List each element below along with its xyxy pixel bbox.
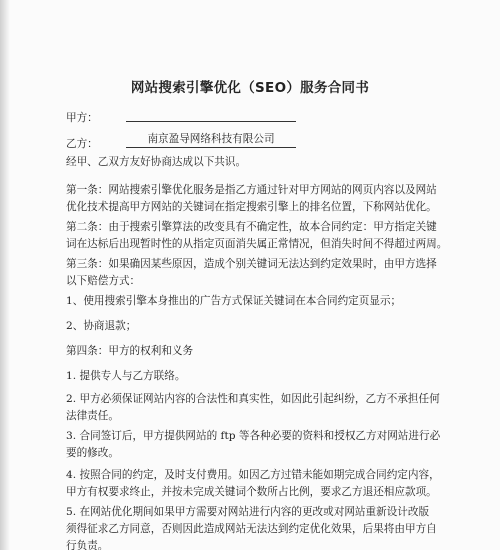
clause-4-item-2-line-2: 法律责任。 [66, 410, 119, 422]
clause-4-heading: 第四条：甲方的权利和义务 [66, 345, 194, 357]
clause-4-item-5-line-2: 须得征求乙方同意，否则因此造成网站无法达到约定优化效果，后果将由甲方自 [66, 523, 437, 535]
clause-1-line-1: 第一条：网站搜索引擎优化服务是指乙方通过针对甲方网站的网页内容以及网站 [66, 184, 437, 196]
clause-4-item-4-line-1: 4. 按照合同的约定，及时支付费用。如因乙方过错未能如期完成合同约定内容， [66, 469, 440, 481]
clause-2-line-2: 词在达标后出现暂时性的从指定页面消失属正常情况，但消失时间不得超过两周。 [66, 238, 448, 250]
party-b-label: 乙方： [66, 138, 98, 150]
clause-2-line-1: 第二条：由于搜索引擎算法的改变具有不确定性，故本合同约定：甲方指定关键 [66, 221, 437, 233]
clause-4-item-1: 1. 提供专人与乙方联络。 [66, 370, 186, 382]
clause-4-item-4-line-2: 甲方有权要求终止，并按未完成关键词个数所占比例，要求乙方退还相应款项。 [66, 486, 437, 498]
clause-3-line-1: 第三条：如果确因某些原因，造成个别关键词无法达到约定效果时，由甲方选择 [66, 258, 437, 270]
contract-title: 网站搜索引擎优化（SEO）服务合同书 [130, 80, 370, 96]
compensation-option-2: 2、协商退款； [66, 320, 137, 332]
clause-4-item-3-line-2: 要的修改。 [66, 447, 119, 459]
clause-4-item-2-line-1: 2. 甲方必须保证网站内容的合法性和真实性，如因此引起纠纷，乙方不承担任何 [66, 393, 440, 405]
party-a-label: 甲方： [66, 112, 98, 124]
party-b-value: 南京盈导网络科技有限公司 [126, 132, 296, 148]
clause-3-line-2: 以下赔偿方式： [66, 275, 141, 287]
clause-1-line-2: 优化技术提高甲方网站的关键词在指定搜索引擎上的排名位置，下称网站优化。 [66, 201, 437, 213]
party-a-value [126, 106, 296, 122]
clause-4-item-3-line-1: 3. 合同签订后，甲方提供网站的 ftp 等各种必要的资料和授权乙方对网站进行必 [66, 430, 441, 442]
compensation-option-1: 1、使用搜索引擎本身推出的广告方式保证关键词在本合同约定页显示； [66, 295, 402, 307]
clause-4-item-5-line-1: 5. 在网站优化期间如果甲方需要对网站进行内容的更改或对网站重新设计改版 [66, 506, 430, 518]
clause-4-item-5-line-3: 行负责。 [66, 540, 109, 550]
intro-line: 经甲、乙双方友好协商达成以下共识。 [66, 156, 247, 168]
